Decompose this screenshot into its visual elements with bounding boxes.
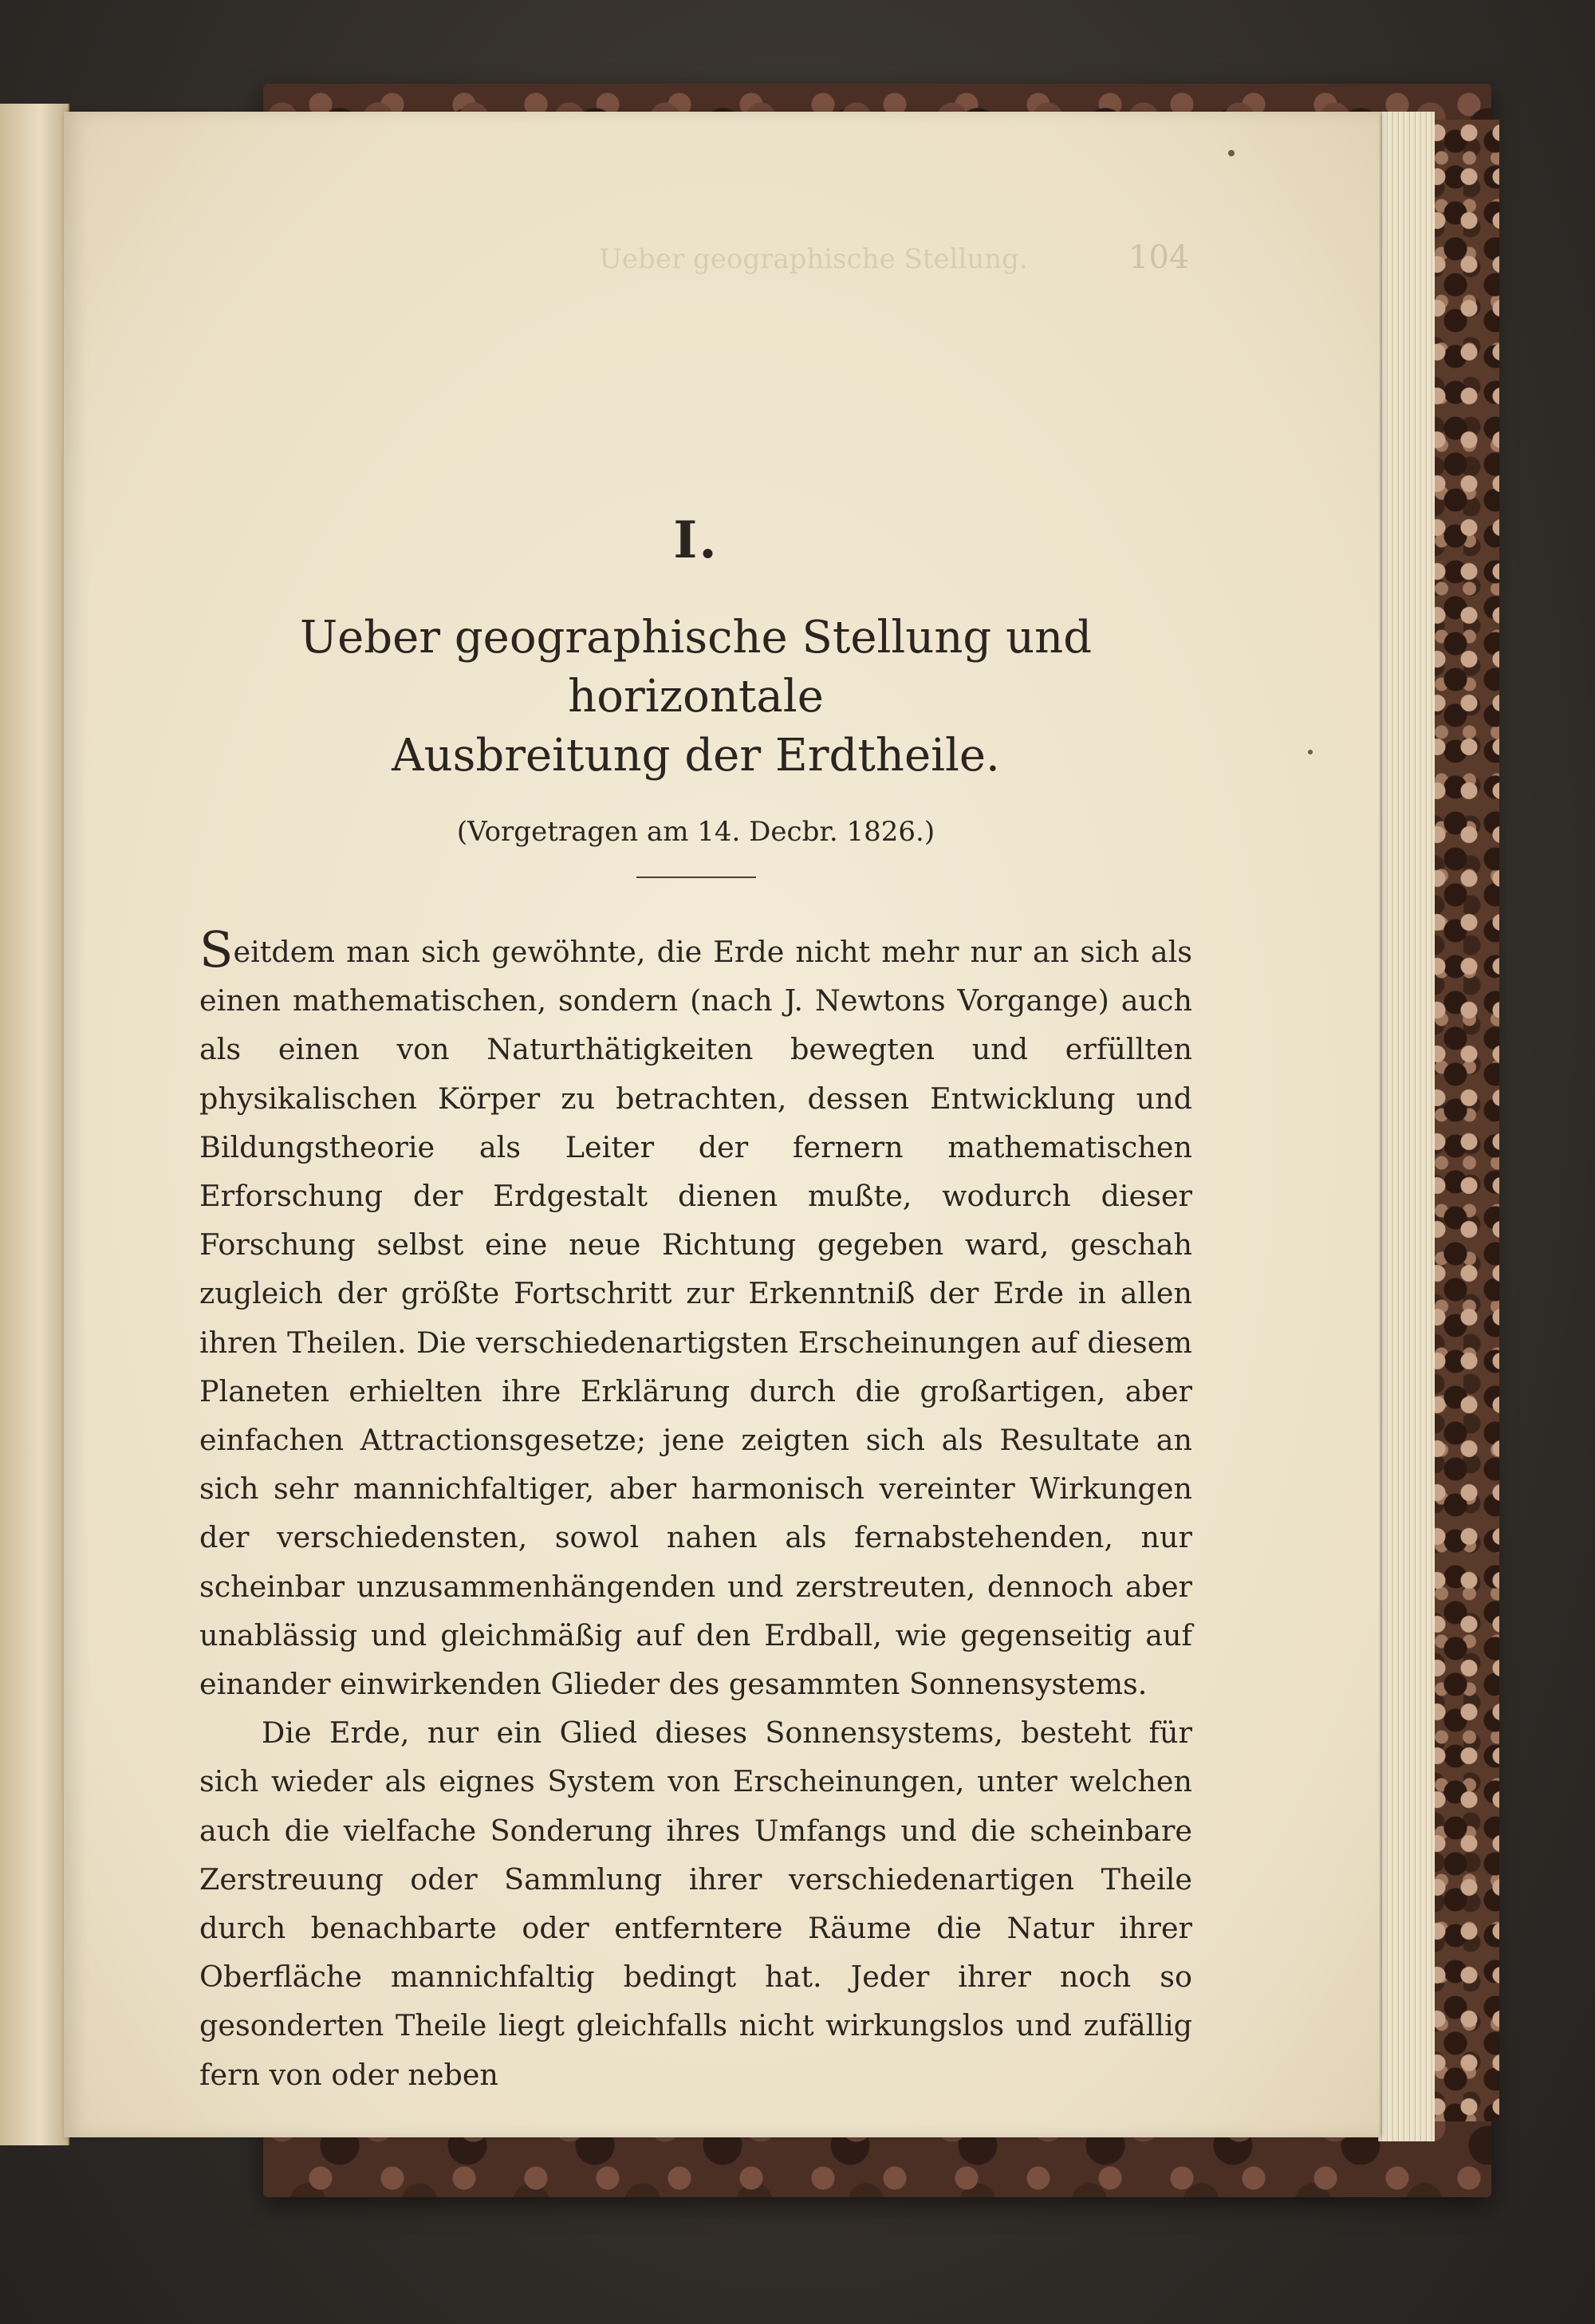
chapter-subtitle: (Vorgetragen am 14. Decbr. 1826.) bbox=[456, 816, 935, 848]
previous-page-edge bbox=[0, 104, 69, 2145]
speck-mark bbox=[1308, 750, 1313, 754]
show-through-page-number: 104 bbox=[1128, 239, 1190, 276]
divider-rule bbox=[636, 876, 756, 878]
show-through-running-header: Ueber geographische Stellung. bbox=[599, 243, 1028, 275]
speck-mark bbox=[1228, 150, 1235, 156]
chapter-title-line-1: Ueber geographische Stellung und horizontale bbox=[299, 612, 1093, 723]
body-paragraph-2: Die Erde, nur ein Glied dieses Sonnensystems, besteht für sich wieder als eignes System von Erscheinungen, unter welchen auch die vielfache Sonderung ihres Umfangs und die scheinbare Zerstreuung oder Sammlung ihrer verschiedenartigen Theile durch benachbarte oder entferntere Räume die Natur ihrer Oberfläche mannichfaltig bedingt hat. Jeder ihrer noch so gesonderten Theile liegt gleichfalls nicht wirkungslos und zufällig fern von oder neben bbox=[199, 1715, 1192, 2092]
chapter-number: I. bbox=[673, 510, 719, 570]
body-paragraph-1 bbox=[199, 920, 1192, 1708]
paragraph-1-text: eitdem man sich gewöhnte, die Erde nicht mehr nur an sich als einen mathematischen, sondern (nach J. Newtons Vorgange) auch als einen von Naturthätigkeiten bewegten und erfüllten physikalischen Körper zu betrachten, dessen Entwicklung und Bildungstheorie als Leiter der fernern mathematischen Erforschung der Erdgestalt dienen mußte, wodurch dieser Forschung selbst eine neue Richtung gegeben ward, geschah zugleich der größte Fortschritt zur Erkenntniß der Erde in allen ihren Theilen. Die verschiedenartigsten Erscheinungen auf diesem Planeten erhielten ihre Erklärung durch die großartigen, aber einfachen Attractionsgesetze; jene zeigten sich als Resultate an sich sehr mannichfaltiger, aber harmonisch vereinter Wirkungen der verschiedensten, sowol nahen als fernabstehenden, nur scheinbar unzusammenhängenden und zerstreuten, dennoch aber unablässig und gleichmäßig auf den Erdball, wie gegenseitig auf einander einwirkenden Glieder des gesammten Sonnensystems. bbox=[199, 935, 1192, 1702]
page-content bbox=[199, 510, 1192, 2099]
initial-letter: S bbox=[199, 920, 234, 979]
page-block-edges bbox=[1378, 112, 1435, 2141]
marbled-cover-edge bbox=[1428, 120, 1499, 2121]
chapter-title-line-2: Ausbreitung der Erdtheile. bbox=[392, 730, 1000, 782]
